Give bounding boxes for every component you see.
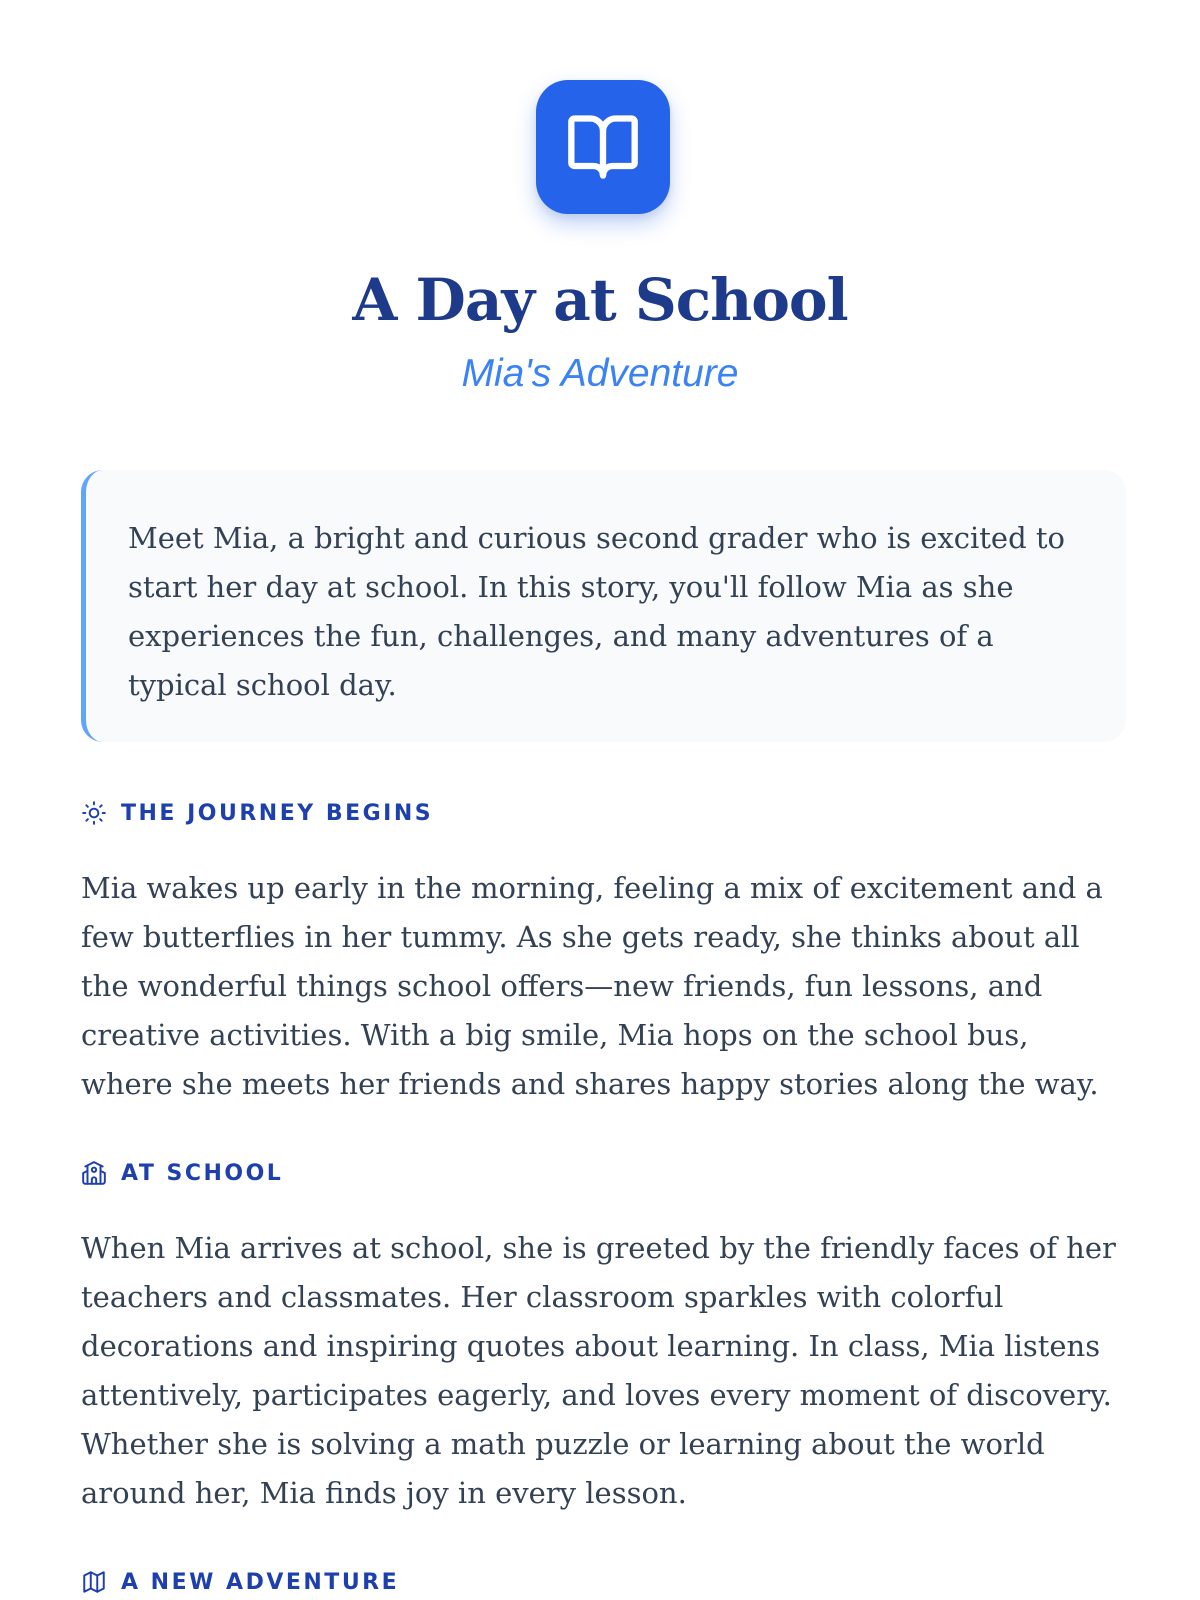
open-book-icon	[565, 109, 641, 185]
section-heading-school	[81, 1158, 283, 1188]
section-paragraph: Mia wakes up early in the morning, feeling a mix of excitement and a few butterflies in her tummy. As she gets ready, she thinks about all the wonderful things school offers—new friends, fun lessons, and creative activities. With a big smile, Mia hops on the school bus, where she meets her friends and shares happy stories along the way.	[81, 871, 1103, 1101]
map-icon	[81, 1569, 107, 1595]
page-title: A Day at School	[352, 266, 848, 334]
intro-text: Meet Mia, a bright and curious second grader who is excited to start her day at school. In this story, you'll follow Mia as she experiences the fun, challenges, and many adventures of a typical school day.	[128, 521, 1065, 702]
sun-icon	[81, 800, 107, 826]
section-heading-label: A NEW ADVENTURE	[121, 1569, 400, 1595]
section-heading-adventure	[81, 1567, 399, 1597]
page-subtitle: Mia's Adventure	[461, 352, 739, 395]
school-icon	[81, 1160, 107, 1186]
intro-callout	[81, 470, 1126, 742]
section-heading-label: AT SCHOOL	[121, 1160, 284, 1186]
section-heading-journey	[81, 798, 433, 828]
logo-badge	[536, 80, 670, 214]
section-paragraph: When Mia arrives at school, she is greeted by the friendly faces of her teachers and classmates. Her classroom sparkles with colorful decorations and inspiring quotes about learning. In class, Mia listens attentively, participates eagerly, and loves every moment of discovery. Whether she is solving a math puzzle or learning about the world around her, Mia finds joy in every lesson.	[81, 1231, 1116, 1510]
section-heading-label: THE JOURNEY BEGINS	[121, 800, 434, 826]
